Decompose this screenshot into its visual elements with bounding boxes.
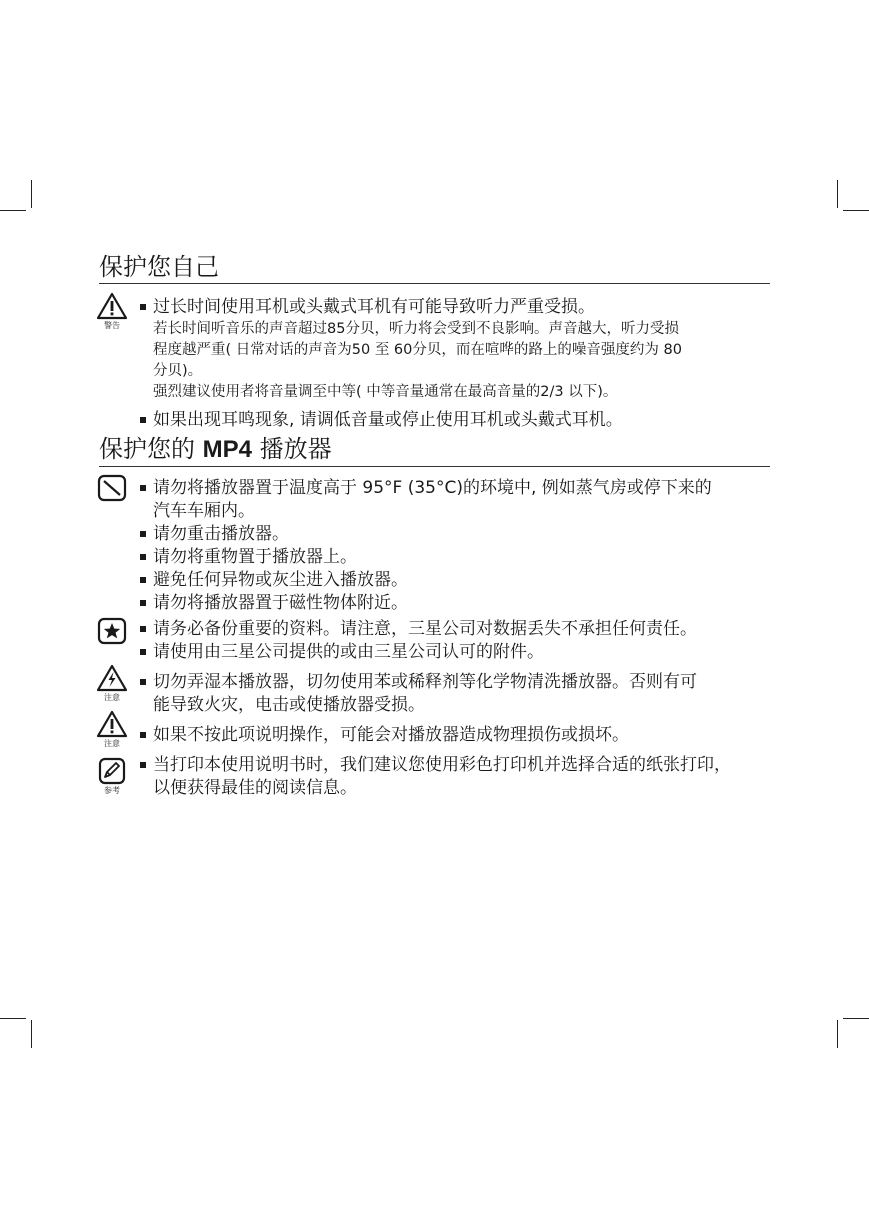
list-item: 请使用由三星公司提供的或由三星公司认可的附件。 bbox=[140, 641, 770, 664]
crop-mark bbox=[31, 180, 32, 208]
crop-mark bbox=[843, 210, 869, 211]
note-caption: 参考 bbox=[104, 786, 120, 795]
crop-mark bbox=[837, 180, 838, 208]
list-item: 如果出现耳鸣现象, 请调低音量或停止使用耳机或头戴式耳机。 bbox=[140, 409, 770, 432]
warning-caption: 警告 bbox=[104, 321, 120, 330]
list-item: 当打印本使用说明书时，我们建议您使用彩色打印机并选择合适的纸张打印， 以便获得最佳的阅读信息。 bbox=[140, 754, 770, 800]
caution-shock-block bbox=[140, 671, 770, 717]
crop-mark bbox=[843, 1018, 869, 1019]
important-icon-group bbox=[94, 617, 130, 645]
warning-block bbox=[140, 296, 770, 432]
detail-text: 程度越严重( 日常对话的声音为50 至 60分贝，而在喧哗的路上的噪音强度约为 80 bbox=[153, 342, 682, 358]
crop-mark bbox=[0, 210, 26, 211]
caution-block bbox=[140, 724, 770, 747]
list-item: 切勿弄湿本播放器，切勿使用苯或稀释剂等化学物清洗播放器。否则有可 能导致火灾，电击或使播放器受损。 bbox=[140, 671, 770, 717]
note-pencil-icon bbox=[97, 757, 127, 785]
list-item: 避免任何异物或灰尘进入播放器。 bbox=[140, 569, 770, 592]
important-block bbox=[140, 618, 770, 664]
detail-text: 若长时间听音乐的声音超过85分贝，听力将会受到不良影响。声音越大，听力受损 bbox=[153, 321, 679, 337]
note-icon-group bbox=[94, 757, 130, 796]
prohibit-block bbox=[140, 477, 770, 615]
detail-text: 强烈建议使用者将音量调至中等( 中等音量通常在最高音量的2/3 以下)。 bbox=[153, 384, 618, 400]
prohibited-icon bbox=[97, 474, 127, 502]
crop-mark bbox=[837, 1020, 838, 1048]
list-item: 请勿将播放器置于温度高于 95°F (35°C)的环境中, 例如蒸气房或停下来的 汽车车厢内。 bbox=[140, 477, 770, 523]
electric-shock-icon bbox=[96, 664, 128, 692]
caution-caption: 注意 bbox=[104, 693, 120, 702]
list-item: 如果不按此项说明操作，可能会对播放器造成物理损伤或损坏。 bbox=[140, 724, 770, 747]
list-item: 请勿将播放器置于磁性物体附近。 bbox=[140, 592, 770, 615]
warning-icon-group bbox=[94, 292, 130, 331]
detail-text: 分贝)。 bbox=[153, 363, 203, 379]
star-icon bbox=[97, 617, 127, 645]
prohibit-icon-group bbox=[94, 474, 130, 502]
warning-triangle-icon bbox=[96, 292, 128, 320]
caution-triangle-icon bbox=[96, 710, 128, 738]
caution-icon-group bbox=[94, 710, 130, 749]
list-item: 请务必备份重要的资料。请注意，三星公司对数据丢失不承担任何责任。 bbox=[140, 618, 770, 641]
list-item: 请勿重击播放器。 bbox=[140, 523, 770, 546]
note-block bbox=[140, 754, 770, 800]
caution-caption: 注意 bbox=[104, 739, 120, 748]
caution-shock-icon-group bbox=[94, 664, 130, 703]
list-item: 请勿将重物置于播放器上。 bbox=[140, 546, 770, 569]
list-item: 过长时间使用耳机或头戴式耳机有可能导致听力严重受损。 bbox=[140, 296, 770, 319]
section-title-protect-player: 保护您的 MP4 播放器 bbox=[99, 435, 770, 467]
section-title-protect-yourself: 保护您自己 bbox=[99, 253, 770, 284]
crop-mark bbox=[31, 1020, 32, 1048]
crop-mark bbox=[0, 1018, 26, 1019]
